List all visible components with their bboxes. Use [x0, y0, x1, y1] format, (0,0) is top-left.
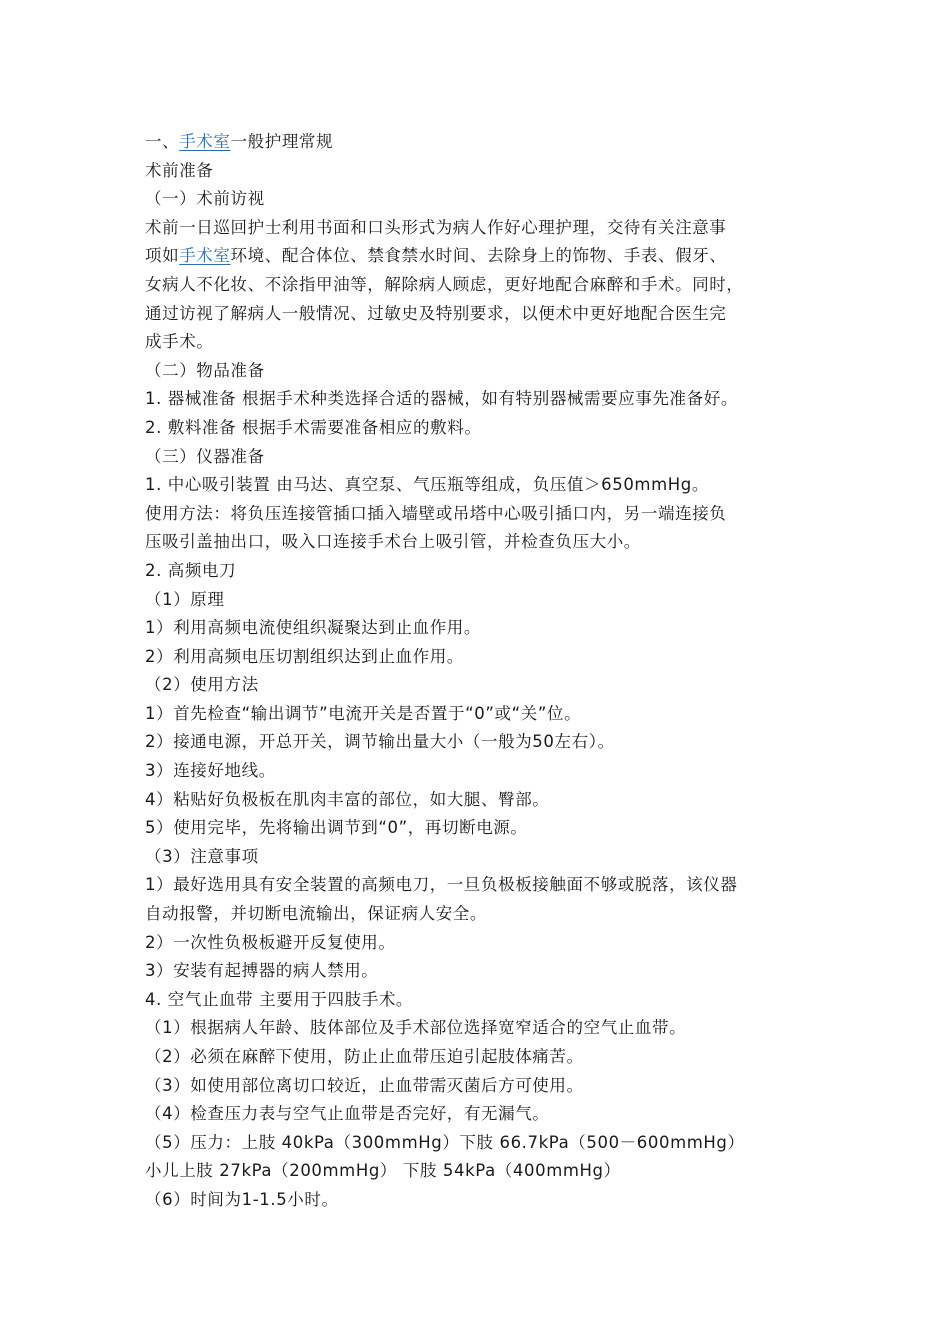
- text-segment: 2）接通电源，开总开关，调节输出量大小（一般为50左右）。: [145, 732, 615, 752]
- text-line: [145, 214, 825, 243]
- text-segment: 2. 高频电刀: [145, 560, 237, 580]
- text-line: [145, 328, 825, 357]
- text-segment: 术前一日巡回护士利用书面和口头形式为病人作好心理护理，交待有关注意事: [145, 217, 727, 237]
- text-segment: （2）使用方法: [145, 675, 259, 695]
- text-segment: 成手术。: [145, 332, 214, 352]
- text-segment: （6）时间为1-1.5小时。: [145, 1189, 339, 1209]
- text-segment: 压吸引盖抽出口，吸入口连接手术台上吸引管，并检查负压大小。: [145, 532, 641, 552]
- text-segment: 4）粘贴好负极板在肌肉丰富的部位，如大腿、臀部。: [145, 789, 550, 809]
- text-line: [145, 1072, 825, 1101]
- text-line: [145, 957, 825, 986]
- text-segment: 1）首先检查“输出调节”电流开关是否置于“0”或“关”位。: [145, 703, 582, 723]
- text-segment: （1）根据病人年龄、肢体部位及手术部位选择宽窄适合的空气止血带。: [145, 1018, 687, 1038]
- text-segment: 2）利用高频电压切割组织达到止血作用。: [145, 646, 464, 666]
- text-line: [145, 157, 825, 186]
- text-segment: 小儿上肢 27kPa（200mmHg） 下肢 54kPa（400mmHg）: [145, 1161, 621, 1181]
- text-line: [145, 443, 825, 472]
- text-line: [145, 586, 825, 615]
- text-segment: 使用方法：将负压连接管插口插入墙壁或吊塔中心吸引插口内，另一端连接负: [145, 503, 727, 523]
- text-line: [145, 643, 825, 672]
- text-line: [145, 1043, 825, 1072]
- text-segment: （3）如使用部位离切口较近，止血带需灭菌后方可使用。: [145, 1075, 584, 1095]
- text-segment: （3）注意事项: [145, 846, 259, 866]
- text-line: [145, 1129, 825, 1158]
- text-line: [145, 614, 825, 643]
- text-line: [145, 671, 825, 700]
- hyperlink-operating-room[interactable]: 手术室: [179, 132, 231, 151]
- document-body: [145, 128, 825, 1215]
- text-segment: 1）利用高频电流使组织凝聚达到止血作用。: [145, 618, 481, 638]
- text-segment: （2）必须在麻醉下使用，防止止血带压迫引起肢体痛苦。: [145, 1047, 584, 1066]
- text-line: [145, 385, 825, 414]
- text-line: [145, 128, 825, 157]
- text-segment: （三）仪器准备: [145, 446, 265, 466]
- text-segment: （一）术前访视: [145, 189, 265, 209]
- text-line: [145, 271, 825, 300]
- text-line: [145, 1157, 825, 1186]
- text-segment: （5）压力：上肢 40kPa（300mmHg）下肢 66.7kPa（500－600mmHg）: [145, 1132, 745, 1152]
- text-segment: 2. 敷料准备 根据手术需要准备相应的敷料。: [145, 417, 482, 437]
- text-segment: 1. 器械准备 根据手术种类选择合适的器械，如有特别器械需要应事先准备好。: [145, 389, 738, 409]
- text-segment: 通过访视了解病人一般情况、过敏史及特别要求，以便术中更好地配合医生完: [145, 303, 727, 323]
- text-segment: 2）一次性负极板避开反复使用。: [145, 932, 396, 952]
- text-segment: 一般护理常规: [230, 132, 334, 151]
- text-line: [145, 786, 825, 815]
- text-line: [145, 814, 825, 843]
- text-line: [145, 1014, 825, 1043]
- text-line: [145, 414, 825, 443]
- text-line: [145, 357, 825, 386]
- text-line: [145, 557, 825, 586]
- text-line: [145, 242, 825, 271]
- text-segment: （二）物品准备: [145, 360, 265, 380]
- text-segment: 4. 空气止血带 主要用于四肢手术。: [145, 989, 414, 1009]
- text-segment: 5）使用完毕，先将输出调节到“0”，再切断电源。: [145, 818, 528, 838]
- text-segment: 一、: [145, 132, 180, 151]
- text-line: [145, 843, 825, 872]
- text-line: [145, 700, 825, 729]
- text-line: [145, 900, 825, 929]
- text-line: [145, 185, 825, 214]
- text-line: [145, 929, 825, 958]
- text-segment: 1. 中心吸引装置 由马达、真空泵、气压瓶等组成，负压值＞650mmHg。: [145, 475, 709, 495]
- text-line: [145, 471, 825, 500]
- text-segment: （4）检查压力表与空气止血带是否完好，有无漏气。: [145, 1104, 550, 1124]
- text-line: [145, 757, 825, 786]
- text-line: [145, 1100, 825, 1129]
- text-line: [145, 728, 825, 757]
- text-segment: 术前准备: [145, 160, 214, 180]
- text-segment: 3）连接好地线。: [145, 761, 276, 781]
- text-segment: 1）最好选用具有安全装置的高频电刀，一旦负极板接触面不够或脱落，该仪器: [145, 875, 738, 895]
- text-segment: 3）安装有起搏器的病人禁用。: [145, 961, 379, 981]
- text-segment: 女病人不化妆、不涂指甲油等，解除病人顾虑，更好地配合麻醉和手术。同时，: [145, 274, 744, 294]
- text-line: [145, 871, 825, 900]
- text-line: [145, 300, 825, 329]
- text-segment: 项如: [145, 246, 180, 266]
- hyperlink-operating-room[interactable]: 手术室: [179, 246, 231, 266]
- text-line: [145, 986, 825, 1015]
- text-segment: 环境、配合体位、禁食禁水时间、去除身上的饰物、手表、假牙、: [230, 246, 727, 266]
- text-segment: 自动报警，并切断电流输出，保证病人安全。: [145, 904, 487, 924]
- text-line: [145, 1186, 825, 1215]
- text-line: [145, 528, 825, 557]
- text-line: [145, 500, 825, 529]
- text-segment: （1）原理: [145, 589, 225, 609]
